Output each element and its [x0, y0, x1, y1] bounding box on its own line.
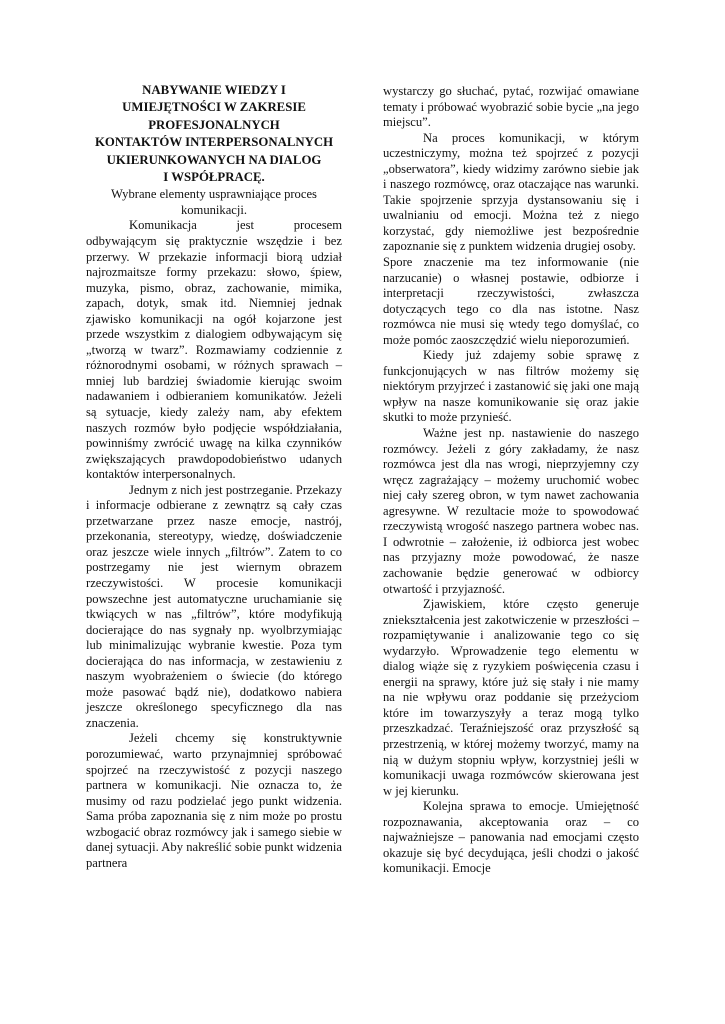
paragraph: Komunikacja jest procesem odbywającym się praktycznie wszędzie i bez przerwy. W przekazie informacji biorą udział najrozmaitsze formy przekazu: słowo, śpiew, muzyka, pismo, obraz, zachowanie, mimika, zapach, dotyk, smak itd. Niemniej jednak zjawisko komunikacji na ogół kojarzone jest przede wszystkim z dialogiem odbywającym się „tworzą w twarz”. Rozmawiamy codziennie z różnorodnymi osobami, w różnych sprawach – mniej lub bardziej świadomie kierując swoim nadawaniem i odbieraniem komunikatów. Jeżeli są sytuacje, kiedy zależy nam, aby efektem naszych rozmów było podjęcie współdziałania, powinniśmy zwrócić uwagę na kilka czynników zwiększających prawdopodobieństwo udanych kontaktów interpersonalnych. [86, 218, 342, 482]
paragraph: Jeżeli chcemy się konstruktywnie porozumiewać, warto przynajmniej spróbować spojrzeć na rzeczywistość z pozycji naszego partnera w komunikacji. Nie oznacza to, że musimy od razu podzielać jego punkt widzenia. Sama próba zapoznania się z nim może po prostu wzbogacić obraz rozmówcy jak i samego siebie w danej sytuacji. Aby nakreślić sobie punkt widzenia partnera [86, 731, 342, 870]
title-line: KONTAKTÓW INTERPERSONALNYCH [94, 135, 334, 150]
title-line: PROFESJONALNYCH [148, 117, 280, 132]
paragraph: wystarczy go słuchać, pytać, rozwijać omawiane tematy i próbować wyobrazić sobie bycie „na jego miejscu”. [383, 84, 639, 130]
title-line: I WSPÓŁPRACĘ. [163, 170, 265, 185]
title-line: NABYWANIE WIEDZY I [142, 83, 286, 97]
subtitle: Wybrane elementy usprawniające proces komunikacji. [111, 187, 317, 218]
paragraph: Kiedy już zdajemy sobie sprawę z funkcjonujących w nas filtrów możemy się niektórym przyjrzeć i zastanowić się jaki one mają wpływ na nasze komunikowanie się oraz jakie skutki to może przynieść. [383, 348, 639, 425]
paragraph: Kolejna sprawa to emocje. Umiejętność rozpoznawania, akceptowania oraz – co najważniejsze – panowania nad emocjami często okazuje się być decydująca, jeśli chodzi o jakość komunikacji. Emocje [383, 799, 639, 876]
left-column [86, 82, 342, 871]
paragraph: Spore znaczenie ma tez informowanie (nie narzucanie) o własnej postawie, odbiorze i interpretacji rzeczywistości, zwłaszcza dotyczących tego co dla nas istotne. Nasz rozmówca nie musi się wtedy tego domyślać, co może pomóc zaoszczędzić wielu nieporozumień. [383, 255, 639, 347]
title-line: UMIEJĘTNOŚCI W ZAKRESIE [122, 100, 306, 115]
right-column [383, 84, 639, 877]
paragraph: Zjawiskiem, które często generuje zniekształcenia jest zakotwiczenie w przeszłości – rozpamiętywanie i analizowanie tego co się wydarzyło. Wprowadzenie tego elementu w dialog wiąże się z ryzykiem poświęcenia czasu i energii na sprawy, które już się stały i nie mamy na nie wpływu oraz poddanie się przeżyciom które im towarzyszyły a teraz mogą tylko przeszkadzać. Teraźniejszość oraz przyszłość są przestrzenią, w której możemy tworzyć, mamy na nią w dużym stopniu wpływ, korzystniej jeśli w komunikacji uwaga rozmówców skierowana jest w jej kierunku. [383, 597, 639, 798]
paragraph: Ważne jest np. nastawienie do naszego rozmówcy. Jeżeli z góry zakładamy, że nasz rozmówca jest dla nas wrogi, nieprzyjemny czy wręcz zagrażający – możemy uruchomić wobec niej cały szereg obron, w tym nawet zachowania agresywne. W rezultacie może to spowodować rzeczywistą wrogość naszego partnera wobec nas. I odwrotnie – założenie, iż odbiorca jest wobec nas przyjazny może powodować, że nasze zachowanie będzie generować w odbiorcy otwartość i przyjazność. [383, 426, 639, 596]
paragraph: Na proces komunikacji, w którym uczestniczymy, można też spojrzeć z pozycji „obserwatora”, kiedy widzimy zarówno siebie jak i naszego rozmówcę, oraz otaczające nas warunki. Takie spojrzenie sprzyja dystansowaniu się i uwalnianiu od emocji. Można też z niego korzystać, gdy niemożliwe jest bezpośrednie zapoznanie się z punktem widzenia drugiej osoby. [383, 130, 639, 254]
title-line: UKIERUNKOWANYCH NA DIALOG [106, 152, 322, 167]
paragraph: Jednym z nich jest postrzeganie. Przekazy i informacje odbierane z zewnątrz są cały czas przetwarzane przez nasze emocje, nastrój, przekonania, stereotypy, wiedzę, doświadczenie oraz jeszcze wiele innych „filtrów”. Zatem to co postrzegamy nie jest wiernym obrazem rzeczywistości. W procesie komunikacji powszechne jest automatyczne uruchamianie się tkwiących w nas „filtrów”, które modyfikują docierające do nas sygnały np. wyolbrzymiając lub minimalizując wybranie kwestie. Poza tym docierająca do nas informacja, w zestawieniu z naszym wyobrażeniem o świecie (do którego może pasować bądź nie), dodatkowo nabiera jeszcze określonego specyficznego dla nas znaczenia. [86, 482, 342, 730]
